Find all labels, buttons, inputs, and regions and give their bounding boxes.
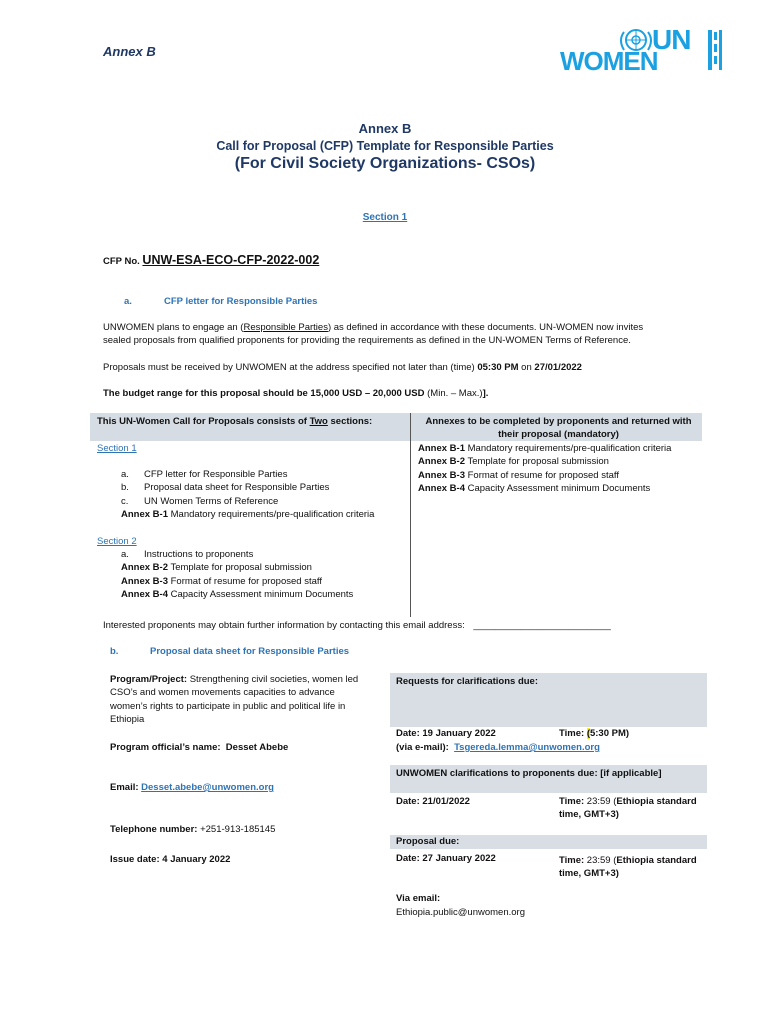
un-women-logo [558, 26, 728, 74]
logo-text-un: UN [652, 24, 691, 55]
via-email-label: Via email: [396, 893, 441, 904]
budget-line [103, 387, 673, 400]
annex-label: Annex B-3 [121, 575, 168, 587]
annex-label: Annex B-2 [418, 456, 465, 468]
unw-time-label: Time: [559, 796, 585, 807]
section-b-title: Proposal data sheet for Responsible Parties [150, 646, 350, 657]
right-annex-item [418, 455, 688, 468]
left-header-post: sections: [327, 416, 373, 427]
telephone-line [110, 823, 275, 836]
item-marker: a. [121, 549, 129, 560]
section-2-annex [121, 588, 406, 601]
intro-paragraph-1 [103, 321, 673, 348]
unw-date: Date: 21/01/2022 [396, 796, 470, 807]
annex-text: Format of resume for proposed staff [464, 469, 619, 481]
intro-p2-on: on [518, 362, 535, 373]
section-b-letter: b. [110, 646, 119, 657]
header-annex-label: Annex B [103, 44, 156, 59]
unw-clarifications-cell [390, 765, 707, 793]
unw-time [559, 795, 699, 822]
clarifications-header-cell [390, 673, 707, 727]
clar-time-highlight: ( [586, 728, 590, 739]
budget-close: ]. [482, 388, 489, 399]
sections-left-header [97, 415, 407, 428]
program-project [110, 673, 372, 727]
prop-time-label: Time: [559, 855, 585, 866]
clarifications-email-line [396, 741, 600, 754]
item-marker: b. [121, 482, 129, 494]
section-a-title: CFP letter for Responsible Parties [164, 296, 318, 307]
clar-email-link[interactable]: Tsgereda.lemma@unwomen.org [454, 742, 600, 753]
annex-label: Annex B-3 [418, 469, 465, 481]
proposal-due-header: Proposal due: [396, 836, 460, 847]
annex-text: Capacity Assessment minimum Documents [167, 589, 354, 601]
proposal-time [559, 854, 699, 881]
annex-label: Annex B-4 [418, 483, 465, 495]
unw-time-zone: Ethiopia standard time, GMT+3) [559, 796, 697, 821]
item-text: Instructions to proponents [144, 549, 254, 560]
unw-clarifications-header: UNWOMEN clarifications to proponents due: [if applicable] [396, 768, 662, 779]
intro-p2-pre: Proposals must be received by UNWOMEN at the address specified not later than (time) [103, 362, 478, 373]
sections-table-divider [410, 413, 411, 617]
left-header-two: Two [309, 416, 328, 427]
annex-label: Annex B-1 [121, 509, 168, 521]
item-text: UN Women Terms of Reference [144, 495, 279, 507]
section-a-heading [124, 296, 317, 307]
annex-label: Annex B-1 [418, 443, 465, 454]
clarifications-date: Date: 19 January 2022 [396, 728, 496, 739]
section-1-annex-b1 [121, 508, 376, 521]
title-cfp: Call for Proposal (CFP) Template for Responsible Parties [216, 139, 554, 153]
proposal-date: Date: 27 January 2022 [396, 853, 496, 864]
budget-range: The budget range for this proposal should be 15,000 USD – 20,000 USD [103, 388, 425, 399]
section-b-heading [110, 646, 349, 657]
program-official [110, 741, 288, 754]
cfp-number: UNW-ESA-ECO-CFP-2022-002 [142, 253, 320, 267]
annex-text: Mandatory requirements/pre-qualification criteria [167, 509, 375, 521]
annex-text: Capacity Assessment minimum Documents [464, 483, 651, 495]
right-annex-item [418, 469, 688, 482]
section-2-annex [121, 561, 406, 574]
telephone-value: +251-913-185145 [197, 824, 276, 835]
left-header-pre: This UN-Women Call for Proposals consists of [97, 416, 310, 427]
right-annex-item [418, 442, 688, 455]
section-1-link[interactable]: Section 1 [362, 212, 408, 223]
section-2-annex [121, 575, 406, 588]
email-label: Email: [110, 782, 139, 793]
section-2-items [121, 548, 406, 602]
item-marker: c. [121, 495, 129, 507]
clar-time-label: Time: [559, 728, 587, 739]
intro-p1-pre: UNWOMEN plans to engage an ( [103, 322, 244, 333]
program-text: Strengthening civil societies, women led CSO’s and women movements capacities to advance women’s rights to participate in public and political life in Ethiopia [110, 674, 359, 726]
item-text: CFP letter for Responsible Parties [144, 469, 288, 480]
program-label: Program/Project: [110, 674, 188, 685]
title-cso: (For Civil Society Organizations- CSOs) [234, 155, 536, 172]
logo-text-women: WOMEN [560, 46, 658, 76]
intro-p1-responsible-parties: Responsible Parties [243, 322, 328, 333]
clarifications-header: Requests for clarifications due: [396, 676, 539, 687]
via-email-value: Ethiopia.public@unwomen.org [396, 907, 525, 918]
item-text: Proposal data sheet for Responsible Parties [144, 482, 330, 494]
prop-time-value: 23:59 ( [584, 855, 617, 866]
budget-min-max: (Min. – Max.) [424, 388, 483, 399]
email-line [110, 781, 274, 794]
right-annex-list [418, 442, 688, 496]
section-a-letter: a. [124, 296, 132, 307]
clar-via-label: (via e-mail): [396, 742, 449, 753]
annex-text: Template for proposal submission [464, 456, 609, 468]
telephone-label: Telephone number: [110, 824, 198, 835]
intro-p2-date: 27/01/2022 [534, 362, 582, 373]
intro-p2-time: 05:30 PM [477, 362, 519, 373]
table-section-2-link[interactable]: Section 2 [97, 536, 137, 547]
prop-time-zone: Ethiopia standard time, GMT+3) [559, 855, 697, 880]
clar-time-value: 5:30 PM) [589, 728, 630, 739]
clarifications-time [559, 727, 629, 740]
official-label: Program official’s name: [110, 742, 221, 753]
intro-p1-post: ) as defined in accordance with these documents. UN-WOMEN now invites sealed proposals from qualified proponents for providing the requirements as defined in the UN-WOMEN Terms of Reference. [103, 322, 644, 347]
email-link[interactable]: Desset.abebe@unwomen.org [141, 782, 274, 793]
cfp-number-line [103, 253, 319, 267]
issue-date: Issue date: 4 January 2022 [110, 854, 231, 865]
section-1-item [121, 481, 406, 494]
section-1-item [121, 468, 406, 481]
contact-email-blank[interactable]: __________________________ [473, 620, 611, 631]
table-section-1-link[interactable]: Section 1 [97, 443, 137, 454]
annex-text: Template for proposal submission [167, 562, 312, 574]
contact-line [103, 619, 663, 632]
section-2-item [121, 548, 406, 561]
intro-paragraph-2 [103, 361, 673, 374]
unw-time-value: 23:59 ( [584, 796, 617, 807]
right-annex-item [418, 482, 688, 495]
section-1-item [121, 495, 406, 508]
contact-text: Interested proponents may obtain further information by contacting this email address: [103, 620, 465, 631]
item-marker: a. [121, 469, 129, 480]
annex-text: Mandatory requirements/pre-qualification criteria [464, 443, 672, 454]
annex-text: Format of resume for proposed staff [167, 575, 322, 587]
official-name: Desset Abebe [225, 742, 289, 753]
proposal-due-cell [390, 835, 707, 849]
section-1-items [121, 468, 406, 522]
title-annex: Annex B [358, 121, 412, 136]
cfp-label: CFP No. [103, 256, 140, 267]
sections-right-header: Annexes to be completed by proponents and returned with their proposal (mandatory) [425, 416, 692, 441]
annex-label: Annex B-2 [121, 562, 168, 574]
annex-label: Annex B-4 [121, 589, 168, 601]
